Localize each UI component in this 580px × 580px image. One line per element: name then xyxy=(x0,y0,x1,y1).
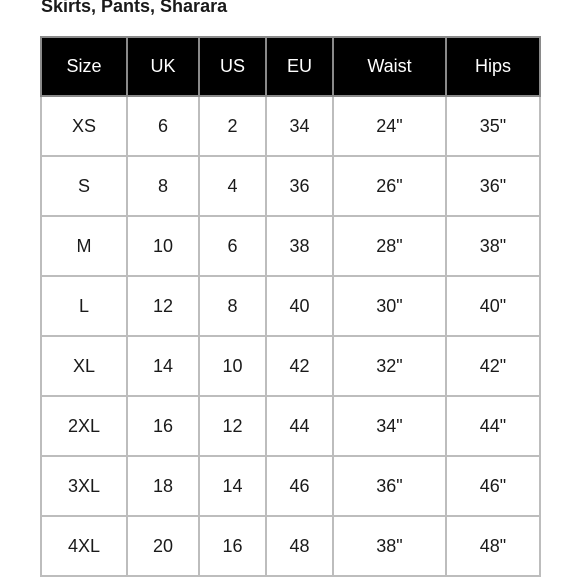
header-row xyxy=(41,37,540,96)
table-cell: 10 xyxy=(127,216,199,276)
table-cell: 38" xyxy=(446,216,540,276)
table-row xyxy=(41,336,540,396)
table-cell: 30" xyxy=(333,276,446,336)
table-cell: 4XL xyxy=(41,516,127,576)
table-cell: 14 xyxy=(199,456,266,516)
table-cell: 16 xyxy=(127,396,199,456)
table-cell: 42 xyxy=(266,336,333,396)
table-cell: XL xyxy=(41,336,127,396)
table-cell: 4 xyxy=(199,156,266,216)
table-cell: 16 xyxy=(199,516,266,576)
table-cell: S xyxy=(41,156,127,216)
table-cell: 10 xyxy=(199,336,266,396)
table-cell: 34 xyxy=(266,96,333,156)
page-heading: Skirts, Pants, Sharara xyxy=(41,0,228,16)
table-cell: 24" xyxy=(333,96,446,156)
table-cell: 2XL xyxy=(41,396,127,456)
table-cell: 35" xyxy=(446,96,540,156)
table-cell: 2 xyxy=(199,96,266,156)
table-cell: 18 xyxy=(127,456,199,516)
table-cell: 44" xyxy=(446,396,540,456)
table-row xyxy=(41,156,540,216)
table-cell: 46 xyxy=(266,456,333,516)
table-row xyxy=(41,516,540,576)
table-cell: 8 xyxy=(199,276,266,336)
table-cell: 36" xyxy=(446,156,540,216)
table-cell: 28" xyxy=(333,216,446,276)
table-cell: 40 xyxy=(266,276,333,336)
table-cell: 36 xyxy=(266,156,333,216)
table-cell: 12 xyxy=(199,396,266,456)
table-cell: 8 xyxy=(127,156,199,216)
table-cell: 48 xyxy=(266,516,333,576)
table-cell: 48" xyxy=(446,516,540,576)
table-cell: XS xyxy=(41,96,127,156)
column-header-size: Size xyxy=(41,37,127,96)
column-header-waist: Waist xyxy=(333,37,446,96)
table-cell: L xyxy=(41,276,127,336)
table-row xyxy=(41,276,540,336)
column-header-uk: UK xyxy=(127,37,199,96)
table-cell: 42" xyxy=(446,336,540,396)
table-cell: 40" xyxy=(446,276,540,336)
table-cell: 14 xyxy=(127,336,199,396)
table-cell: 44 xyxy=(266,396,333,456)
table-cell: 20 xyxy=(127,516,199,576)
table-cell: 3XL xyxy=(41,456,127,516)
table-cell: 26" xyxy=(333,156,446,216)
table-row xyxy=(41,396,540,456)
size-chart-body xyxy=(41,96,540,576)
table-cell: M xyxy=(41,216,127,276)
table-cell: 38" xyxy=(333,516,446,576)
table-row xyxy=(41,456,540,516)
size-chart-header xyxy=(41,37,540,96)
table-row xyxy=(41,96,540,156)
table-row xyxy=(41,216,540,276)
column-header-eu: EU xyxy=(266,37,333,96)
table-cell: 12 xyxy=(127,276,199,336)
table-cell: 6 xyxy=(199,216,266,276)
size-chart-table xyxy=(40,36,541,577)
column-header-hips: Hips xyxy=(446,37,540,96)
table-cell: 36" xyxy=(333,456,446,516)
table-cell: 6 xyxy=(127,96,199,156)
table-cell: 32" xyxy=(333,336,446,396)
table-cell: 34" xyxy=(333,396,446,456)
table-cell: 38 xyxy=(266,216,333,276)
table-cell: 46" xyxy=(446,456,540,516)
column-header-us: US xyxy=(199,37,266,96)
